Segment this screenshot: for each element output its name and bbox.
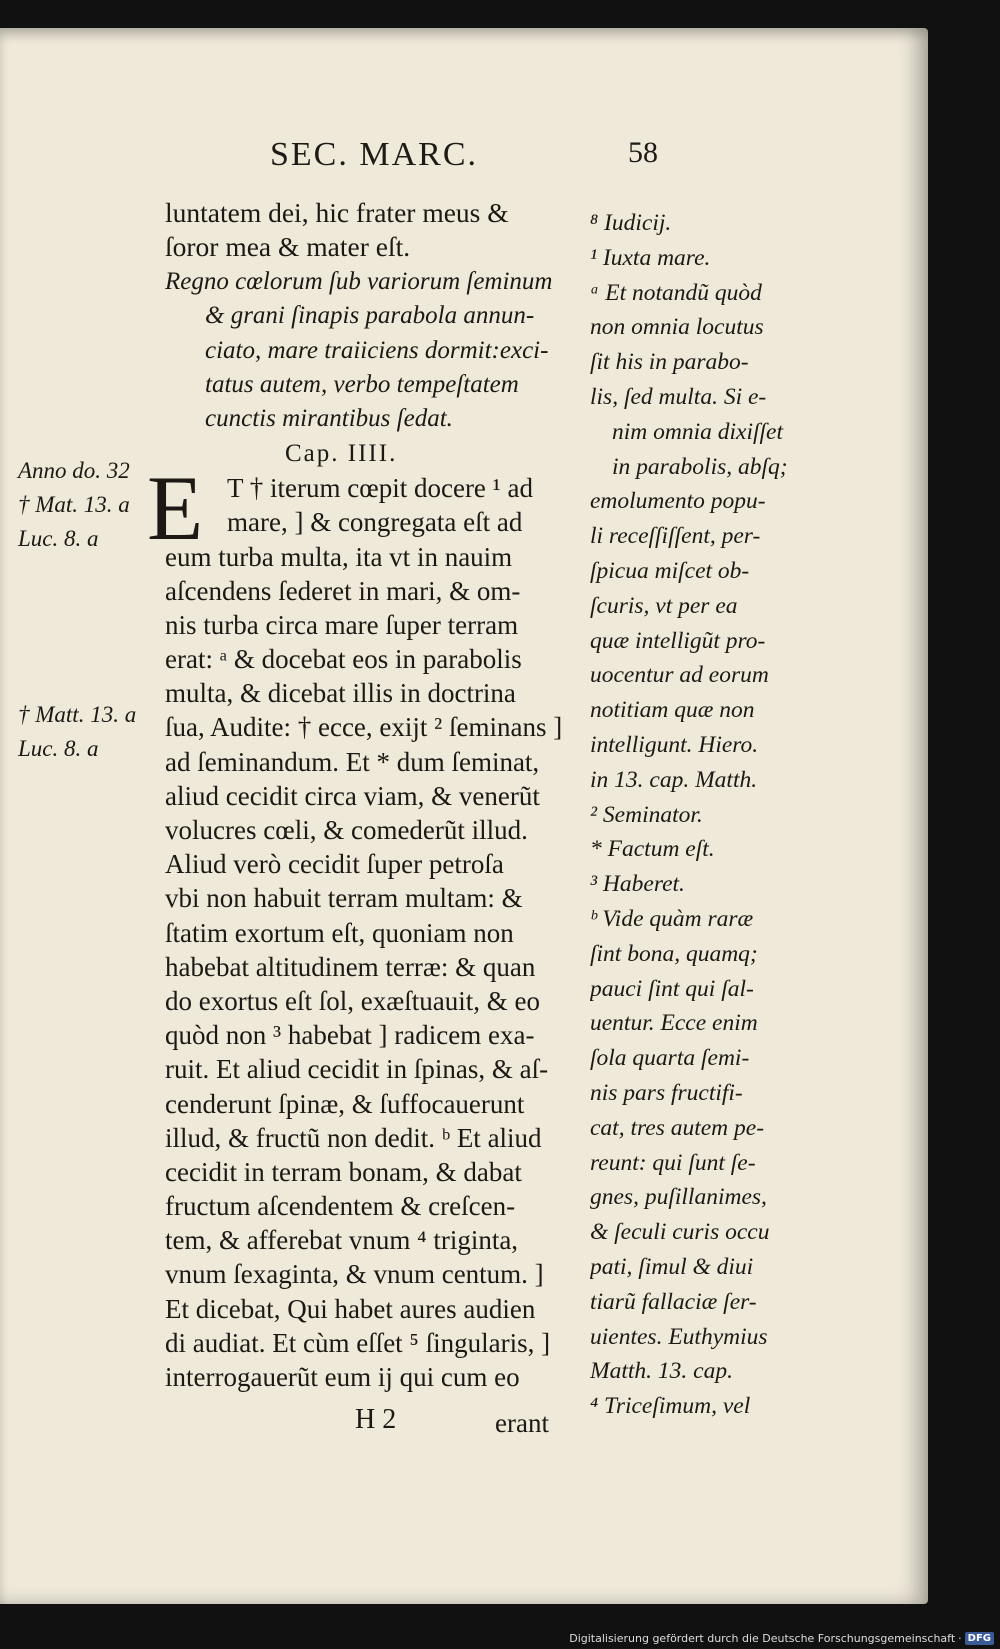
note-line: ² Seminator. xyxy=(590,801,703,828)
text-line: multa, & dicebat illis in doctrina xyxy=(165,678,516,709)
note-line: uocentur ad eorum xyxy=(590,662,769,689)
margin-reference: † Matt. 13. a xyxy=(18,702,137,727)
text-line: ad ſeminandum. Et * dum ſeminat, xyxy=(165,746,540,777)
marginal-notes-column xyxy=(590,206,825,1424)
note-line: ſpicua miſcet ob- xyxy=(590,557,750,584)
text-line: aſcendens ſederet in mari, & om- xyxy=(165,575,521,606)
text-line: Aliud verò cecidit ſuper petroſa xyxy=(165,849,504,880)
text-line: interrogauerũt eum ij qui cum eo xyxy=(165,1362,520,1392)
note-line: quæ intelligũt pro- xyxy=(590,627,766,654)
note-line: nim omnia dixiſſet xyxy=(612,418,784,445)
note-line: & ſeculi curis occu xyxy=(590,1219,770,1246)
text-line: ſtatim exortum eſt, quoniam non xyxy=(165,917,514,948)
text-line: vbi non habuit terram multam: & xyxy=(165,883,523,914)
note-line: pati, ſimul & diui xyxy=(590,1253,754,1280)
text-line: Et dicebat, Qui habet aures audien xyxy=(165,1293,536,1324)
text-line: do exortus eſt ſol, exæſtuauit, & eo xyxy=(165,985,540,1016)
note-line: ᵃ Et notandũ quòd xyxy=(590,279,762,306)
note-line: gnes, puſillanimes, xyxy=(590,1184,767,1211)
note-line: non omnia locutus xyxy=(590,314,764,341)
text-line: cenderunt ſpinæ, & ſuffocauerunt xyxy=(165,1088,525,1119)
note-line: ¹ Iuxta mare. xyxy=(590,244,711,271)
margin-reference: Anno do. 32 xyxy=(18,458,130,483)
text-line: erat: ᵃ & docebat eos in parabolis xyxy=(165,644,522,675)
text-line: ruit. Et aliud cecidit in ſpinas, & aſ- xyxy=(165,1054,549,1085)
chapter-summary-line: & grani ſinapis parabola annun- xyxy=(205,302,535,330)
book-page xyxy=(0,28,928,1604)
note-line: in 13. cap. Matth. xyxy=(590,766,758,793)
note-line: uientes. Euthymius xyxy=(590,1323,768,1350)
note-line: uentur. Ecce enim xyxy=(590,1010,758,1037)
note-line: ſit his in parabo- xyxy=(590,349,749,376)
margin-reference: Luc. 8. a xyxy=(18,526,99,551)
main-column xyxy=(147,196,585,1394)
note-line: cat, tres autem pe- xyxy=(590,1114,765,1141)
digitization-credit: Digitalisierung gefördert durch die Deutsche Forschungsgemeinschaft · DFG xyxy=(569,1632,994,1645)
body-text xyxy=(147,457,585,1394)
note-line: ſola quarta ſemi- xyxy=(590,1045,750,1072)
margin-reference: † Mat. 13. a xyxy=(18,492,130,517)
running-title: SEC. MARC. xyxy=(270,136,478,173)
text-line: cecidit in terram bonam, & dabat xyxy=(165,1156,522,1187)
note-line: in parabolis, abſq; xyxy=(612,453,788,480)
note-line: emolumento popu- xyxy=(590,488,766,515)
text-line: nis turba circa mare ſuper terram xyxy=(165,609,519,640)
text-line: T † iterum cœpit docere ¹ ad xyxy=(227,473,533,504)
text-line: quòd non ³ habebat ] radicem exa- xyxy=(165,1020,535,1051)
note-line: notitiam quæ non xyxy=(590,697,755,724)
text-line: ſua, Audite: † ecce, exijt ² ſeminans ] xyxy=(165,712,563,743)
chapter-summary-line: tatus autem, verbo tempeſtatem xyxy=(205,370,519,398)
note-line: ⁴ Triceſimum, vel xyxy=(590,1393,751,1420)
note-line: ⁸ Iudicij. xyxy=(590,210,672,236)
chapter-summary-line: ciato, mare traiiciens dormit:exci- xyxy=(205,336,549,364)
credit-text: Digitalisierung gefördert durch die Deutsche Forschungsgemeinschaft xyxy=(569,1632,956,1645)
folio-number: 58 xyxy=(628,136,658,169)
note-line: ſcuris, vt per ea xyxy=(590,592,738,619)
note-line: reunt: qui ſunt ſe- xyxy=(590,1149,756,1176)
note-line: intelligunt. Hiero. xyxy=(590,731,759,758)
left-margin-references xyxy=(18,698,158,766)
note-line: ſint bona, quamq; xyxy=(590,940,758,967)
catchword: erant xyxy=(495,1408,549,1438)
text-line: tem, & afferebat vnum ⁴ triginta, xyxy=(165,1225,519,1256)
chapter-heading: Cap. IIII. xyxy=(285,439,398,467)
text-line: illud, & fructũ non dedit. ᵇ Et aliud xyxy=(165,1122,542,1153)
text-line: di audiat. Et cùm eſſet ⁵ ſingularis, ] xyxy=(165,1327,551,1358)
text-line: habebat altitudinem terræ: & quan xyxy=(165,951,536,982)
text-line: vnum ſexaginta, & vnum centum. ] xyxy=(165,1259,544,1290)
dfg-logo: DFG xyxy=(965,1632,994,1645)
note-line: ³ Haberet. xyxy=(590,871,685,898)
note-line: ᵇ Vide quàm raræ xyxy=(590,905,754,932)
text-line: ſoror mea & mater eſt. xyxy=(165,231,411,263)
note-line: * Factum eſt. xyxy=(590,836,715,863)
text-line: mare, ] & congregata eſt ad xyxy=(227,507,523,538)
text-line: luntatem dei, hic frater meus & xyxy=(165,197,509,228)
chapter-summary-line: cunctis mirantibus ſedat. xyxy=(205,405,453,433)
text-line: volucres cœli, & comederũt illud. xyxy=(165,815,528,845)
text-line: aliud cecidit circa viam, & venerũt xyxy=(165,780,540,811)
margin-reference: Luc. 8. a xyxy=(18,736,99,761)
note-line: tiarũ fallaciæ ſer- xyxy=(590,1288,757,1315)
note-line: pauci ſint qui ſal- xyxy=(590,975,754,1002)
chapter-summary-line: Regno cœlorum ſub variorum ſeminum xyxy=(165,267,553,295)
text-line: eum turba multa, ita vt in nauim xyxy=(165,541,513,572)
note-line: Matth. 13. cap. xyxy=(590,1358,733,1385)
drop-capital: E xyxy=(147,457,204,560)
note-line: li receſſiſſent, per- xyxy=(590,523,761,550)
left-margin-references xyxy=(18,454,158,556)
note-line: lis, ſed multa. Si e- xyxy=(590,383,767,410)
signature-mark: H 2 xyxy=(355,1404,397,1435)
note-line: nis pars fructifi- xyxy=(590,1079,743,1106)
text-line: fructum aſcendentem & creſcen- xyxy=(165,1191,516,1222)
